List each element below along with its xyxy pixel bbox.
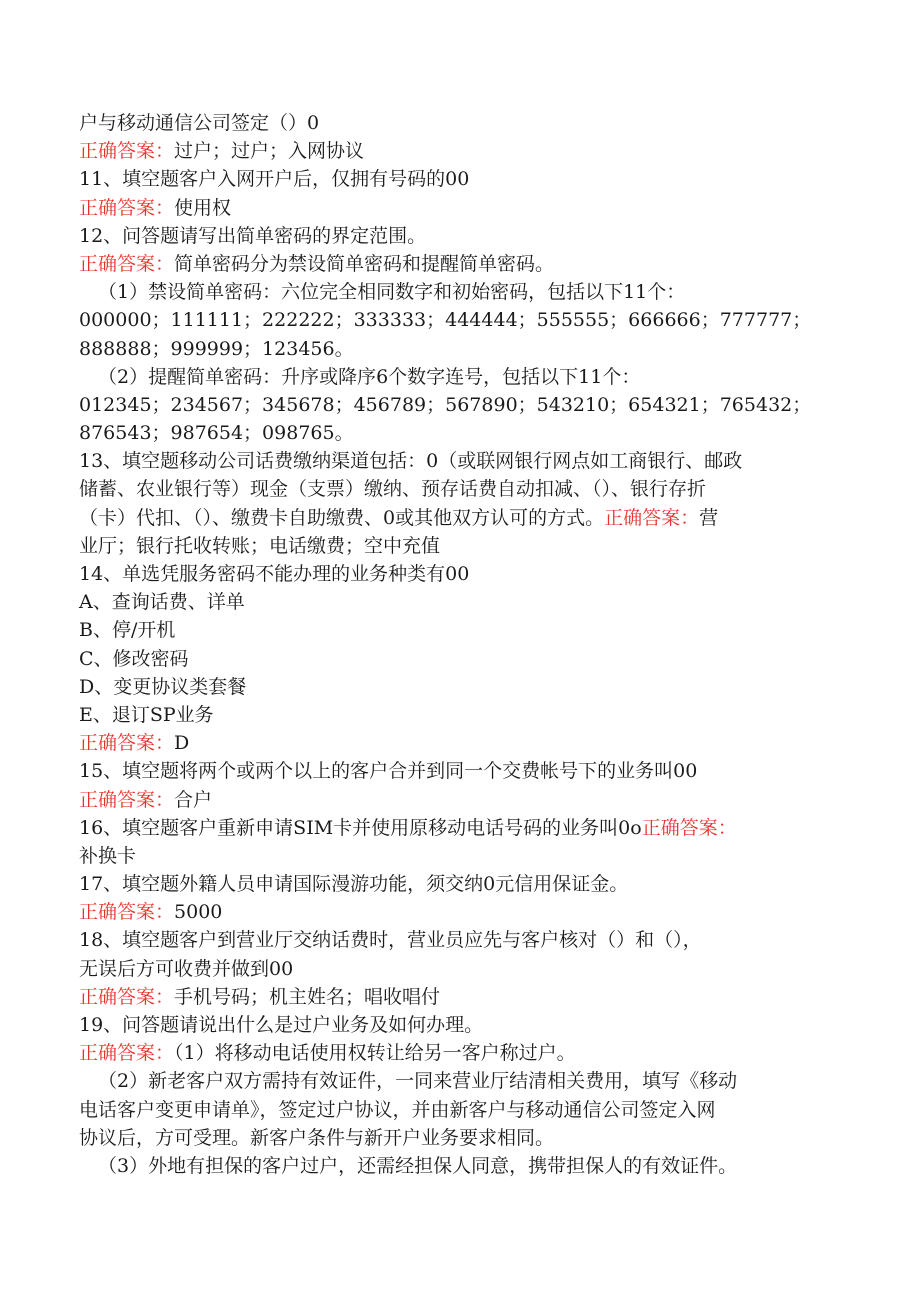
text-line: 000000；111111；222222；333333；444444；555555；666666；777777； — [79, 309, 812, 332]
document-body — [79, 109, 839, 1180]
text-line: 876543；987654；098765。 — [79, 422, 354, 445]
option-e: E、退订SP业务 — [79, 703, 214, 726]
text-line: （3）外地有担保的客户过户，还需经担保人同意，携带担保人的有效证件。 — [98, 1154, 738, 1177]
answer-label: 正确答案： — [79, 1042, 175, 1065]
question-line: 15、填空题将两个或两个以上的客户合并到同一个交费帐号下的业务叫00 — [79, 760, 698, 783]
text-line: 补换卡 — [79, 844, 137, 867]
question-line: 17、填空题外籍人员申请国际漫游功能，须交纳0元信用保证金。 — [79, 873, 629, 896]
answer-label: 正确答案： — [79, 985, 175, 1008]
answer-line — [79, 786, 839, 814]
text-line: 储蓄、农业银行等）现金（支票）缴纳、预存话费自动扣减、（）、银行存折 — [79, 478, 707, 501]
answer-text: D — [174, 732, 190, 755]
text-line: （2）提醒简单密码：升序或降序6个数字连号，包括以下11个： — [98, 365, 641, 388]
answer-label: 正确答案： — [79, 196, 175, 219]
answer-text: 过户；过户；入网协议 — [174, 140, 365, 163]
text-line: （1）禁设简单密码：六位完全相同数字和初始密码，包括以下11个： — [98, 281, 686, 304]
answer-line — [79, 1039, 839, 1067]
question-line: 13、填空题移动公司话费缴纳渠道包括：0（或联网银行网点如工商银行、邮政 — [79, 450, 743, 473]
option-a: A、查询话费、详单 — [79, 591, 245, 614]
answer-text: 使用权 — [174, 196, 232, 219]
question-line: 19、问答题请说出什么是过户业务及如何办理。 — [79, 1014, 484, 1036]
answer-label: 正确答案： — [79, 252, 175, 275]
text-line: （2）新老客户双方需持有效证件，一同来营业厅结清相关费用，填写《移动 — [98, 1070, 738, 1093]
answer-label: 正确答案： — [79, 901, 175, 924]
answer-text: 手机号码；机主姓名；唱收唱付 — [174, 985, 441, 1008]
question-line — [79, 814, 839, 842]
answer-line — [79, 137, 839, 165]
question-text: （卡）代扣、（）、缴费卡自助缴费、0或其他双方认可的方式。 — [79, 506, 605, 529]
text-line: 888888；999999；123456。 — [79, 337, 354, 360]
answer-text: 简单密码分为禁设简单密码和提醒简单密码。 — [174, 252, 555, 275]
option-c: C、修改密码 — [79, 647, 189, 670]
answer-text: 5000 — [174, 901, 223, 924]
question-line: 14、单选凭服务密码不能办理的业务种类有00 — [79, 563, 470, 585]
option-d: D、变更协议类套餐 — [79, 675, 247, 698]
question-line: 11、填空题客户入网开户后，仅拥有号码的00 — [79, 168, 470, 191]
answer-label: 正确答案： — [79, 732, 175, 755]
answer-text: （1）将移动电话使用权转让给另一客户称过户。 — [174, 1042, 576, 1065]
text-line — [79, 504, 839, 532]
question-line: 18、填空题客户到营业厅交纳话费时，营业员应先与客户核对（）和（）， — [79, 929, 702, 952]
answer-line — [79, 729, 839, 757]
option-b: B、停/开机 — [79, 619, 176, 642]
text-line: 012345；234567；345678；456789；567890；543210；654321；765432； — [79, 393, 812, 416]
text-line: 业厅；银行托收转账；电话缴费；空中充值 — [79, 534, 441, 557]
answer-label: 正确答案： — [79, 140, 175, 163]
text-line: 无误后方可收费并做到00 — [79, 957, 294, 980]
answer-text: 合户 — [174, 788, 213, 811]
text-line: 电话客户变更申请单》，签定过户协议，并由新客户与移动通信公司签定入网 — [79, 1098, 716, 1121]
answer-label: 正确答案： — [641, 816, 737, 839]
text-line: 协议后，方可受理。新客户条件与新开户业务要求相同。 — [79, 1126, 555, 1149]
question-text: 16、填空题客户重新申请SIM卡并使用原移动电话号码的业务叫0o — [79, 816, 642, 839]
answer-line — [79, 983, 839, 1011]
question-line: 12、问答题请写出简单密码的界定范围。 — [79, 224, 427, 247]
answer-text: 营 — [699, 506, 719, 529]
text-line: 户与移动通信公司签定（）0 — [79, 112, 320, 134]
answer-label: 正确答案： — [79, 788, 175, 811]
answer-line — [79, 194, 839, 222]
answer-line — [79, 250, 839, 278]
answer-label: 正确答案： — [604, 506, 700, 529]
answer-line — [79, 898, 839, 926]
